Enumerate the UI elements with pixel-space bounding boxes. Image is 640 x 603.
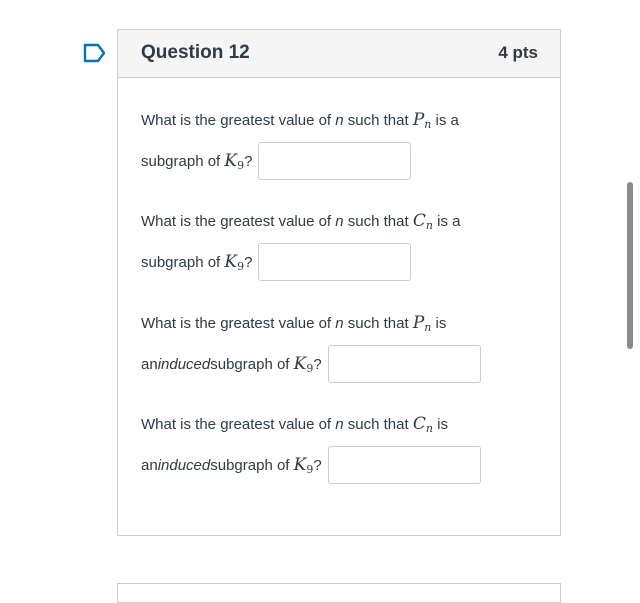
prompt-2: [141, 209, 541, 283]
answer-input-3[interactable]: [328, 345, 481, 383]
prompt-1: [141, 108, 541, 182]
prompt-4-line1: [141, 412, 541, 436]
prompt-text: such that: [343, 112, 413, 129]
prompt-4-line2: [141, 444, 541, 486]
question-card: [117, 29, 561, 536]
prompt-text: is a: [432, 213, 461, 230]
prompt-3-line1: [141, 311, 541, 335]
prompt-text: What is the greatest value of: [141, 315, 336, 332]
complete-graph-symbol: K9: [224, 251, 245, 273]
graph-symbol: $P_n$: [412, 110, 432, 131]
prompt-2-line1: [141, 209, 541, 233]
prompt-text: ?: [244, 152, 253, 170]
prompt-text: ?: [244, 253, 253, 271]
variable-n: n: [335, 416, 344, 433]
complete-graph-symbol: K9: [293, 353, 314, 375]
emphasis-induced: induced: [157, 355, 211, 373]
prompt-text: What is the greatest value of: [141, 213, 336, 230]
prompt-3-line2: [141, 343, 541, 385]
prompt-text: subgraph of: [141, 152, 221, 170]
prompt-text: such that: [343, 315, 413, 332]
prompt-text: subgraph of: [141, 253, 221, 271]
answer-input-2[interactable]: [258, 243, 411, 281]
prompt-text: such that: [343, 213, 413, 230]
prompt-3: [141, 311, 541, 385]
complete-graph-symbol: K9: [293, 454, 314, 476]
graph-symbol: $C_n$: [412, 414, 433, 435]
prompt-4: [141, 412, 541, 486]
next-question-card: [117, 583, 561, 603]
prompt-1-line1: [141, 108, 541, 132]
scrollbar-thumb[interactable]: [627, 182, 633, 349]
question-points: 4 pts: [498, 43, 538, 62]
variable-n: n: [335, 112, 344, 129]
prompt-text: What is the greatest value of: [141, 112, 336, 129]
prompt-text: is a: [431, 112, 459, 129]
prompt-text: an: [141, 355, 158, 373]
prompt-2-line2: [141, 241, 541, 283]
complete-graph-symbol: K9: [224, 150, 245, 172]
prompt-text: What is the greatest value of: [141, 416, 336, 433]
prompt-text: is: [431, 315, 447, 332]
question-title: Question 12: [141, 42, 250, 63]
prompt-text: ?: [313, 355, 322, 373]
prompt-text: subgraph of: [210, 456, 290, 474]
flag-question-icon[interactable]: [83, 43, 107, 63]
prompt-text: an: [141, 456, 158, 474]
answer-input-4[interactable]: [328, 446, 481, 484]
prompt-1-line2: [141, 140, 541, 182]
variable-n: n: [335, 213, 344, 230]
emphasis-induced: induced: [157, 456, 211, 474]
answer-input-1[interactable]: [258, 142, 411, 180]
variable-n: n: [335, 315, 344, 332]
graph-symbol: $C_n$: [412, 211, 433, 232]
graph-symbol: $P_n$: [412, 313, 432, 334]
question-header: [118, 30, 560, 78]
prompt-text: such that: [343, 416, 413, 433]
prompt-text: is: [432, 416, 448, 433]
prompt-text: subgraph of: [210, 355, 290, 373]
prompt-text: ?: [313, 456, 322, 474]
